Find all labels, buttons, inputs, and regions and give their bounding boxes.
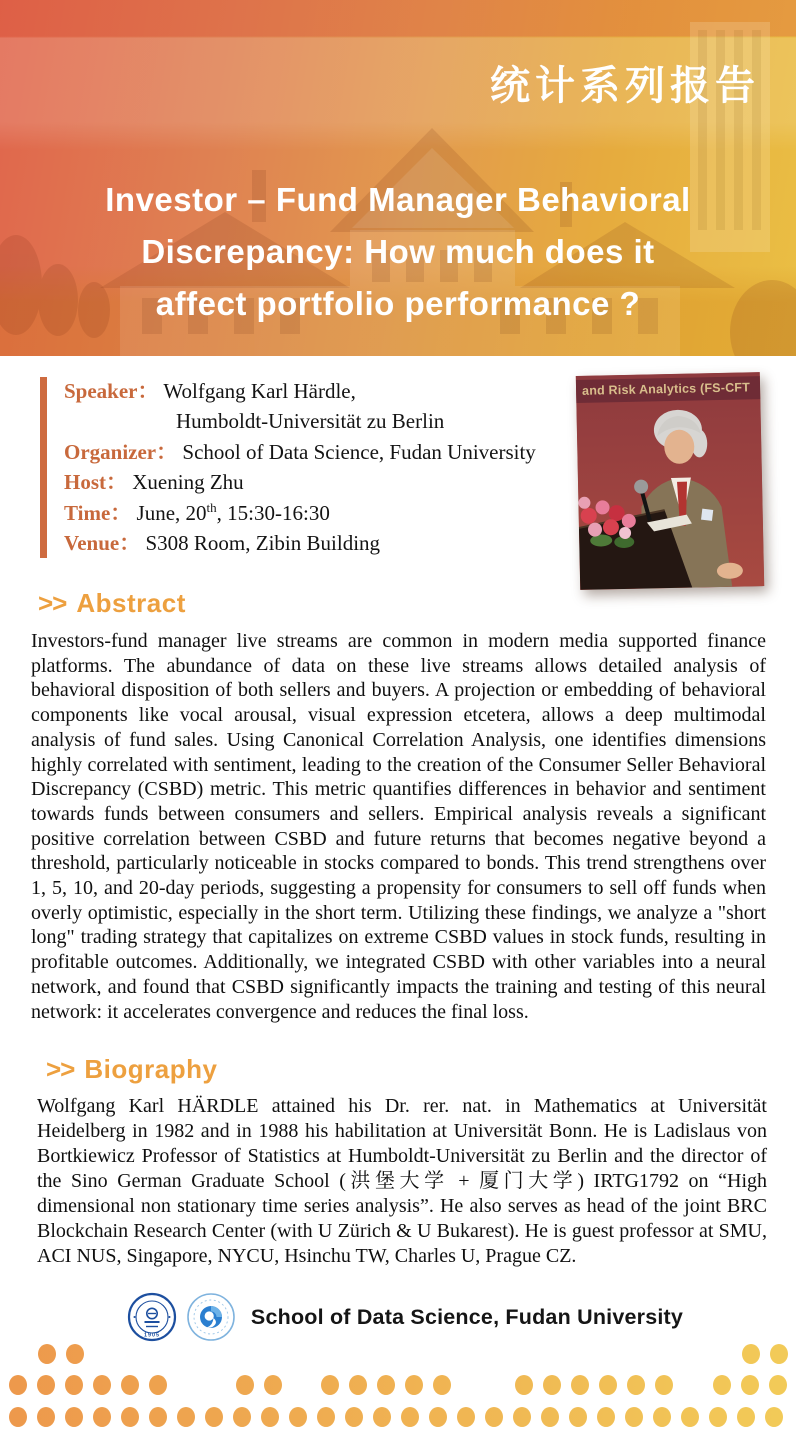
time-value: June, 20th, 15:30-16:30 xyxy=(136,499,330,525)
venue-row xyxy=(64,528,564,558)
organizer-value: School of Data Science, Fudan University xyxy=(182,439,536,464)
footer-org-name: School of Data Science, Fudan University xyxy=(250,1304,684,1329)
speaker-label: Speaker： xyxy=(64,379,159,403)
talk-title-line3: affect portfolio performance ? xyxy=(155,285,641,322)
organizer-row xyxy=(64,437,564,467)
speaker-photo xyxy=(576,372,764,590)
school-of-data-science-logo-icon xyxy=(186,1292,236,1342)
talk-title xyxy=(0,174,796,330)
footer xyxy=(0,1290,796,1344)
time-label: Time： xyxy=(64,500,132,525)
chevrons-icon: >> xyxy=(46,1054,75,1084)
series-title-badge: 统计系列报告 xyxy=(490,64,760,108)
speaker-name: Wolfgang Karl Härdle, xyxy=(163,379,356,403)
talk-title-line1: Investor – Fund Manager Behavioral xyxy=(105,181,691,218)
talk-title-line2: Discrepancy: How much does it xyxy=(141,233,655,270)
organizer-label: Organizer： xyxy=(64,439,178,464)
abstract-heading-label: Abstract xyxy=(76,588,186,618)
venue-label: Venue： xyxy=(64,531,141,556)
info-accent-bar xyxy=(40,377,47,558)
host-row xyxy=(64,467,564,497)
biography-heading-label: Biography xyxy=(84,1054,218,1084)
biography-text: Wolfgang Karl HÄRDLE attained his Dr. rer. nat. in Mathematics at Universität Heidelberg in 1982 and in 1988 his habilitation at Universität Bonn. He is Ladislaus von Bortkiewicz Professor of Statistics at Humboldt-Universität zu Berlin and the director of the Sino German Graduate School (洪堡大学 + 厦门大学) IRTG1792 on “High dimensional non stationary time series analysis”. He also serves as head of the joint BRC Blockchain Research Center (with U Zürich & U Bukarest). He is guest professor at SMU, ACI NUS, Singapore, NYCU, Hsinchu TW, Charles U, Prague CZ. xyxy=(37,1095,767,1267)
dots-decoration xyxy=(0,1340,796,1439)
fudan-university-seal-icon xyxy=(127,1292,177,1342)
host-value: Xuening Zhu xyxy=(132,470,244,495)
hero-banner xyxy=(0,0,796,356)
time-ordinal-superscript: th xyxy=(206,499,217,515)
host-label: Host： xyxy=(64,470,127,495)
venue-value: S308 Room, Zibin Building xyxy=(145,531,381,556)
photo-banner-text: and Risk Analytics (FS-CFT xyxy=(576,376,760,403)
abstract-heading xyxy=(38,588,186,619)
seal-year: 1905 xyxy=(143,1332,160,1339)
speaker-affiliation: Humboldt-Universität zu Berlin xyxy=(176,409,445,434)
biography-heading xyxy=(46,1054,217,1085)
time-row xyxy=(64,498,564,528)
chevrons-icon: >> xyxy=(38,588,67,618)
speaker-photo-illustration xyxy=(576,372,764,590)
speaker-row xyxy=(64,376,564,406)
abstract-text: Investors-fund manager live streams are common in modern media supported finance platforms. The abundance of data on these live streams allows detailed analysis of behavioral disposition of both sellers and buyers. A projection or embedding of behavioral components like vocal arousal, visual expression etcetera, allows a deep multimodal analysis of fund sales. Using Canonical Correlation Analysis, one identifies dimensions highly correlated with sentiment, leading to the creation of the Consumer Seller Behavioral Discrepancy (CSBD) metric. This metric quantifies differences in behavior and sentiment towards funds between consumers and sellers. Empirical analysis reveals a significant positive correlation between CSBD and future returns that becomes negative beyond a threshold, particularly noticeable in stocks compared to bonds. This trend strengthens over 1, 5, 10, and 20-day periods, suggesting a propensity for consumers to sell off funds when overly optimistic, especially in the short term. Utilizing these findings, we analyze a "short long" trading strategy that capitalizes on extreme CSBD values in stock funds, resulting in profitable outcomes. Additionally, we integrated CSBD with other variables into a neural network, and found that CSBD significantly impacts the training and testing of this neural network: it accelerates convergence and reduces the final loss. xyxy=(31,630,766,1023)
event-details xyxy=(64,376,564,558)
